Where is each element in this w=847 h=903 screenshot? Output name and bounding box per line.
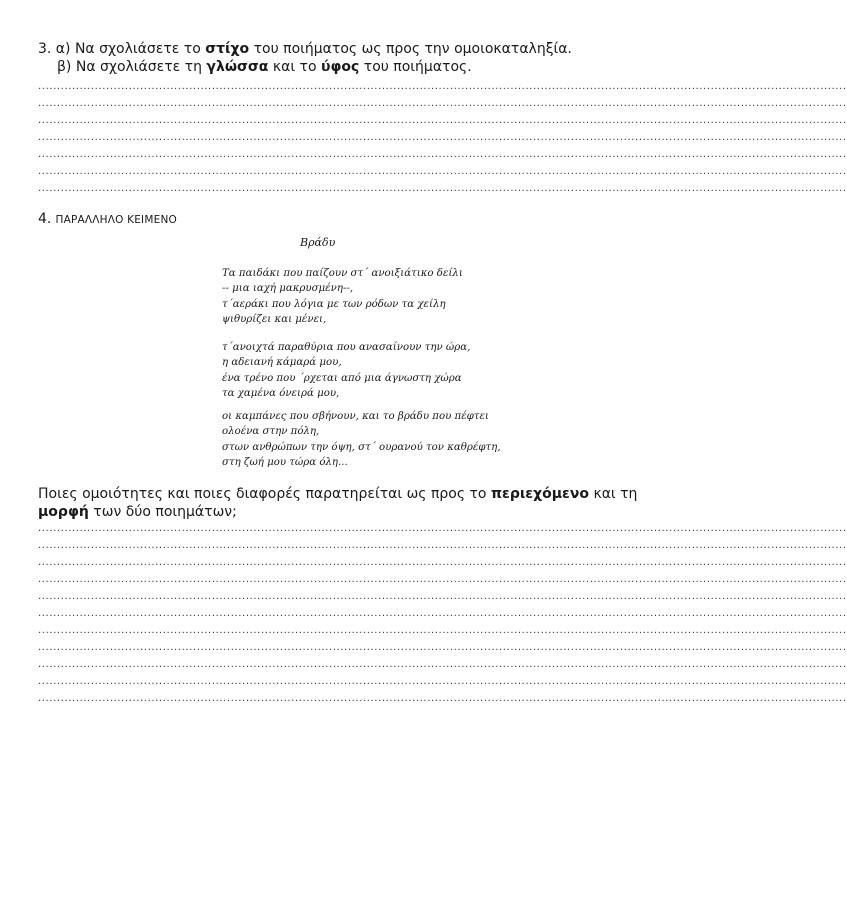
answer-line-4-5[interactable]: ...................................................................................................................................................................................................................... xyxy=(38,591,847,602)
poem-line: στων ανθρώπων την όψη, στ΄ ουρανού τον καθρέφτη, xyxy=(222,441,501,453)
answer-line-3-7[interactable]: ...................................................................................................................................................................................................................... xyxy=(38,183,847,194)
poem-line: ψιθυρίζει και μένει, xyxy=(222,313,327,325)
poem-line: η αδειανή κάμαρά μου, xyxy=(222,357,342,369)
answer-line-3-4[interactable]: ...................................................................................................................................................................................................................... xyxy=(38,132,847,143)
poem-line: ολοένα στην πόλη, xyxy=(222,426,320,438)
question-3a: 3. α) Να σχολιάσετε το στίχο του ποιήματος ως προς την ομοιοκαταληξία. xyxy=(38,41,572,57)
answer-line-4-4[interactable]: ...................................................................................................................................................................................................................... xyxy=(38,574,847,585)
poem-stanza-1 xyxy=(222,266,463,327)
answer-line-4-9[interactable]: ...................................................................................................................................................................................................................... xyxy=(38,659,847,670)
answer-line-4-7[interactable]: ...................................................................................................................................................................................................................... xyxy=(38,625,847,636)
poem-title: Βράδυ xyxy=(300,236,336,249)
answer-line-3-1[interactable]: ...................................................................................................................................................................................................................... xyxy=(38,81,847,92)
poem-line: τ΄αεράκι που λόγια με των ρόδων τα χείλη xyxy=(222,298,446,310)
answer-line-4-11[interactable]: ...................................................................................................................................................................................................................... xyxy=(38,693,847,704)
poem-stanza-2 xyxy=(222,340,470,401)
answer-line-3-3[interactable]: ...................................................................................................................................................................................................................... xyxy=(38,115,847,126)
answer-line-4-1[interactable]: ...................................................................................................................................................................................................................... xyxy=(38,523,847,534)
answer-line-3-2[interactable]: ...................................................................................................................................................................................................................... xyxy=(38,98,847,109)
answer-line-4-3[interactable]: ...................................................................................................................................................................................................................... xyxy=(38,557,847,568)
poem-line: τ΄ανοιχτά παραθύρια που ανασαίνουν την ώρα, xyxy=(222,342,471,353)
poem-line: τα χαμένα όνειρά μου, xyxy=(222,387,340,399)
poem-line: Τα παιδάκι που παίζουν στ΄ ανοιξιάτικο δείλι xyxy=(222,268,463,279)
question-3b: β) Να σχολιάσετε τη γλώσσα και το ύφος του ποιήματος. xyxy=(57,59,472,75)
poem-stanza-3 xyxy=(222,409,500,470)
answer-line-4-8[interactable]: ...................................................................................................................................................................................................................... xyxy=(38,642,847,653)
section-4-title: 4. ΠΑΡΑΛΛΗΛΟ ΚΕΙΜΕΝΟ xyxy=(38,211,177,227)
question-4-line-1: Ποιες ομοιότητες και ποιες διαφορές παρατηρείται ως προς το περιεχόμενο και τη xyxy=(38,486,638,502)
answer-line-3-5[interactable]: ...................................................................................................................................................................................................................... xyxy=(38,149,847,160)
poem-line: -- μια ιαχή μακρυσμένη--, xyxy=(222,283,354,295)
poem-line: οι καμπάνες που σβήνουν, και το βράδυ που πέφτει xyxy=(222,411,489,422)
answer-line-4-10[interactable]: ...................................................................................................................................................................................................................... xyxy=(38,676,847,687)
answer-line-4-2[interactable]: ...................................................................................................................................................................................................................... xyxy=(38,540,847,551)
question-4-line-2: μορφή των δύο ποιημάτων; xyxy=(38,504,237,520)
answer-line-3-6[interactable]: ...................................................................................................................................................................................................................... xyxy=(38,166,847,177)
answer-line-4-6[interactable]: ...................................................................................................................................................................................................................... xyxy=(38,608,847,619)
poem-line: στη ζωή μου τώρα όλη... xyxy=(222,456,348,468)
poem-line: ένα τρένο που ΄ρχεται από μια άγνωστη χώρα xyxy=(222,372,462,384)
